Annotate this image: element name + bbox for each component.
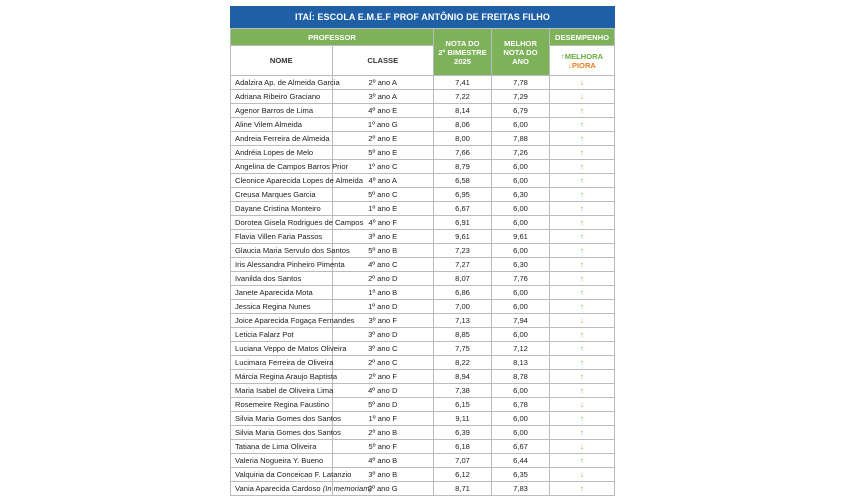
arrow-up-icon: ↑: [550, 258, 615, 272]
teacher-name: Adriana Ribeiro Graciano: [231, 90, 333, 104]
teacher-name: Flavia Villen Faria Passos: [231, 230, 333, 244]
arrow-down-icon: ↓: [550, 440, 615, 454]
class-cell: 4º ano B: [332, 454, 434, 468]
best-grade-cell: 6,00: [492, 160, 550, 174]
teacher-name: Andréia Lopes de Melo: [231, 146, 333, 160]
class-cell: 2º ano E: [332, 132, 434, 146]
professor-header: PROFESSOR: [231, 29, 434, 46]
table-row: [231, 160, 615, 174]
best-grade-cell: 7,83: [492, 482, 550, 496]
teacher-name: Leticia Falarz Pot: [231, 328, 333, 342]
best-grade-cell: 6,78: [492, 398, 550, 412]
grades-table: [230, 28, 615, 496]
teacher-name: Adalzira Ap. de Almeida Garcia: [231, 76, 333, 90]
teacher-name: Luciana Veppo de Matos Oliveira: [231, 342, 333, 356]
arrow-up-icon: ↑: [550, 454, 615, 468]
best-grade-cell: 6,67: [492, 440, 550, 454]
table-row: [231, 328, 615, 342]
table-row: [231, 468, 615, 482]
teacher-name: Lucimara Ferreira de Oliveira: [231, 356, 333, 370]
best-grade-cell: 6,00: [492, 216, 550, 230]
table-row: [231, 440, 615, 454]
teacher-name: Silvia Maria Gomes dos Santos: [231, 412, 333, 426]
best-grade-cell: 6,00: [492, 384, 550, 398]
best-grade-cell: 6,00: [492, 118, 550, 132]
table-row: [231, 90, 615, 104]
classe-header: CLASSE: [332, 46, 434, 76]
grade-cell: 7,38: [434, 384, 492, 398]
grade-cell: 6,58: [434, 174, 492, 188]
arrow-up-icon: ↑: [550, 370, 615, 384]
class-cell: 3º ano D: [332, 328, 434, 342]
teacher-name: Aline Vilem Almeida: [231, 118, 333, 132]
class-cell: 5º ano C: [332, 188, 434, 202]
grade-cell: 8,06: [434, 118, 492, 132]
class-cell: 5º ano B: [332, 244, 434, 258]
best-grade-cell: 6,00: [492, 174, 550, 188]
grade-cell: 8,22: [434, 356, 492, 370]
grade-cell: 7,23: [434, 244, 492, 258]
best-grade-cell: 6,00: [492, 286, 550, 300]
school-report: [230, 6, 615, 496]
table-row: [231, 356, 615, 370]
teacher-name: Márcia Regina Araujo Baptista: [231, 370, 333, 384]
table-row: [231, 104, 615, 118]
grade-cell: 6,12: [434, 468, 492, 482]
best-grade-cell: 7,76: [492, 272, 550, 286]
table-row: [231, 146, 615, 160]
class-cell: 2º ano C: [332, 356, 434, 370]
class-cell: 2º ano A: [332, 76, 434, 90]
grade-cell: 9,61: [434, 230, 492, 244]
teacher-name: Andreia Ferreira de Almeida: [231, 132, 333, 146]
grade-cell: 7,75: [434, 342, 492, 356]
legend-down: ↓PIORA: [568, 60, 596, 70]
arrow-up-icon: ↑: [550, 188, 615, 202]
class-cell: 1º ano E: [332, 202, 434, 216]
class-cell: 1º ano C: [332, 160, 434, 174]
grade-cell: 8,71: [434, 482, 492, 496]
table-row: [231, 244, 615, 258]
teacher-name: Agenor Barros de Lima: [231, 104, 333, 118]
grade-cell: 7,41: [434, 76, 492, 90]
class-cell: 3º ano E: [332, 230, 434, 244]
arrow-up-icon: ↑: [550, 286, 615, 300]
table-row: [231, 314, 615, 328]
arrow-up-icon: ↑: [550, 104, 615, 118]
table-row: [231, 370, 615, 384]
table-body: [231, 76, 615, 496]
teacher-name: Maria Isabel de Oliveira Lima: [231, 384, 333, 398]
best-grade-cell: 7,29: [492, 90, 550, 104]
legend-up: ↑MELHORA: [560, 51, 604, 61]
best-grade-cell: 6,30: [492, 258, 550, 272]
arrow-up-icon: ↑: [550, 146, 615, 160]
table-row: [231, 286, 615, 300]
grade-cell: 6,95: [434, 188, 492, 202]
grade-cell: 6,86: [434, 286, 492, 300]
arrow-up-icon: ↑: [550, 216, 615, 230]
grade-cell: 8,14: [434, 104, 492, 118]
nota-header: NOTA DO 2º BIMESTRE 2025: [434, 29, 492, 76]
class-cell: 3º ano F: [332, 314, 434, 328]
arrow-down-icon: ↓: [550, 76, 615, 90]
grade-cell: 8,94: [434, 370, 492, 384]
teacher-name: Valeria Nogueira Y. Bueno: [231, 454, 333, 468]
table-row: [231, 132, 615, 146]
table-row: [231, 174, 615, 188]
table-row: [231, 188, 615, 202]
teacher-name: Silvia Maria Gomes dos Santos: [231, 426, 333, 440]
best-grade-cell: 6,00: [492, 412, 550, 426]
arrow-up-icon: ↑: [550, 272, 615, 286]
arrow-up-icon: ↑: [550, 328, 615, 342]
class-cell: 2º ano G: [332, 482, 434, 496]
arrow-up-icon: ↑: [550, 384, 615, 398]
class-cell: 1º ano G: [332, 118, 434, 132]
table-row: [231, 118, 615, 132]
arrow-up-icon: ↑: [550, 300, 615, 314]
teacher-name: Cleonice Aparecida Lopes de Almeida: [231, 174, 333, 188]
grade-cell: 6,18: [434, 440, 492, 454]
arrow-up-icon: ↑: [550, 202, 615, 216]
class-cell: 3º ano B: [332, 468, 434, 482]
class-cell: 1º ano F: [332, 412, 434, 426]
best-grade-cell: 6,00: [492, 426, 550, 440]
teacher-name: Angelina de Campos Barros Prior: [231, 160, 333, 174]
arrow-up-icon: ↑: [550, 356, 615, 370]
class-cell: 5º ano E: [332, 146, 434, 160]
grade-cell: 7,07: [434, 454, 492, 468]
table-row: [231, 300, 615, 314]
best-grade-cell: 7,94: [492, 314, 550, 328]
class-cell: 4º ano F: [332, 216, 434, 230]
arrow-up-icon: ↑: [550, 174, 615, 188]
class-cell: 1º ano D: [332, 300, 434, 314]
teacher-name: Ivanilda dos Santos: [231, 272, 333, 286]
class-cell: 2º ano B: [332, 426, 434, 440]
class-cell: 3º ano A: [332, 90, 434, 104]
arrow-down-icon: ↓: [550, 468, 615, 482]
class-cell: 1º ano B: [332, 286, 434, 300]
arrow-up-icon: ↑: [550, 244, 615, 258]
grade-cell: 8,00: [434, 132, 492, 146]
best-grade-cell: 9,61: [492, 230, 550, 244]
class-cell: 5º ano D: [332, 398, 434, 412]
best-grade-cell: 6,35: [492, 468, 550, 482]
best-grade-cell: 7,88: [492, 132, 550, 146]
best-grade-cell: 6,79: [492, 104, 550, 118]
teacher-name: Rosemeire Regina Faustino: [231, 398, 333, 412]
best-grade-cell: 6,30: [492, 188, 550, 202]
table-row: [231, 398, 615, 412]
best-grade-cell: 7,12: [492, 342, 550, 356]
memoriam-note: (In memoriam): [322, 484, 373, 493]
class-cell: 2º ano D: [332, 272, 434, 286]
best-grade-cell: 8,13: [492, 356, 550, 370]
grade-cell: 8,85: [434, 328, 492, 342]
table-row: [231, 76, 615, 90]
grade-cell: 9,11: [434, 412, 492, 426]
arrow-up-icon: ↑: [550, 426, 615, 440]
arrow-up-icon: ↑: [550, 118, 615, 132]
grade-cell: 8,79: [434, 160, 492, 174]
best-grade-cell: 6,44: [492, 454, 550, 468]
arrow-up-icon: ↑: [550, 482, 615, 496]
teacher-name: Dayane Cristina Monteiro: [231, 202, 333, 216]
class-cell: 4º ano A: [332, 174, 434, 188]
teacher-name: Glaucia Maria Servulo dos Santos: [231, 244, 333, 258]
grade-cell: 6,67: [434, 202, 492, 216]
table-row: [231, 216, 615, 230]
teacher-name: Valquiria da Conceicao F. Latanzio: [231, 468, 333, 482]
table-row: [231, 384, 615, 398]
arrow-down-icon: ↓: [550, 90, 615, 104]
arrow-up-icon: ↑: [550, 132, 615, 146]
melhor-header: MELHOR NOTA DO ANO: [492, 29, 550, 76]
best-grade-cell: 6,00: [492, 244, 550, 258]
best-grade-cell: 8,78: [492, 370, 550, 384]
arrow-down-icon: ↓: [550, 398, 615, 412]
table-row: [231, 412, 615, 426]
best-grade-cell: 6,00: [492, 328, 550, 342]
grade-cell: 6,39: [434, 426, 492, 440]
grade-cell: 6,15: [434, 398, 492, 412]
table-row: [231, 426, 615, 440]
best-grade-cell: 6,00: [492, 300, 550, 314]
class-cell: 3º ano C: [332, 342, 434, 356]
table-row: [231, 202, 615, 216]
grade-cell: 8,07: [434, 272, 492, 286]
table-row: [231, 272, 615, 286]
table-row: [231, 482, 615, 496]
grade-cell: 7,66: [434, 146, 492, 160]
arrow-up-icon: ↑: [550, 342, 615, 356]
best-grade-cell: 7,78: [492, 76, 550, 90]
table-row: [231, 342, 615, 356]
best-grade-cell: 6,00: [492, 202, 550, 216]
grade-cell: 7,27: [434, 258, 492, 272]
grade-cell: 7,13: [434, 314, 492, 328]
teacher-name: Dorotea Gisela Rodrigues de Campos: [231, 216, 333, 230]
grade-cell: 7,22: [434, 90, 492, 104]
desempenho-header: DESEMPENHO: [550, 29, 615, 46]
arrow-down-icon: ↓: [550, 314, 615, 328]
arrow-up-icon: ↑: [550, 230, 615, 244]
table-row: [231, 230, 615, 244]
grade-cell: 7,00: [434, 300, 492, 314]
teacher-name: Vania Aparecida Cardoso (In memoriam): [231, 482, 333, 496]
class-cell: 5º ano F: [332, 440, 434, 454]
teacher-name: Joice Aparecida Fogaça Fernandes: [231, 314, 333, 328]
arrow-up-icon: ↑: [550, 412, 615, 426]
class-cell: 4º ano C: [332, 258, 434, 272]
teacher-name: Creusa Marques Garcia: [231, 188, 333, 202]
class-cell: 2º ano F: [332, 370, 434, 384]
teacher-name: Iris Alessandra Pinheiro Pimenta: [231, 258, 333, 272]
teacher-name: Jessica Regina Nunes: [231, 300, 333, 314]
class-cell: 4º ano E: [332, 104, 434, 118]
arrow-up-icon: ↑: [550, 160, 615, 174]
grade-cell: 6,91: [434, 216, 492, 230]
best-grade-cell: 7,26: [492, 146, 550, 160]
class-cell: 4º ano D: [332, 384, 434, 398]
teacher-name: Janete Aparecida Mota: [231, 286, 333, 300]
legend: [550, 46, 615, 76]
teacher-name: Tatiana de Lima Oliveira: [231, 440, 333, 454]
table-row: [231, 454, 615, 468]
nome-header: NOME: [231, 46, 333, 76]
school-title: ITAÍ: ESCOLA E.M.E.F PROF ANTÔNIO DE FREITAS FILHO: [230, 6, 615, 28]
table-row: [231, 258, 615, 272]
